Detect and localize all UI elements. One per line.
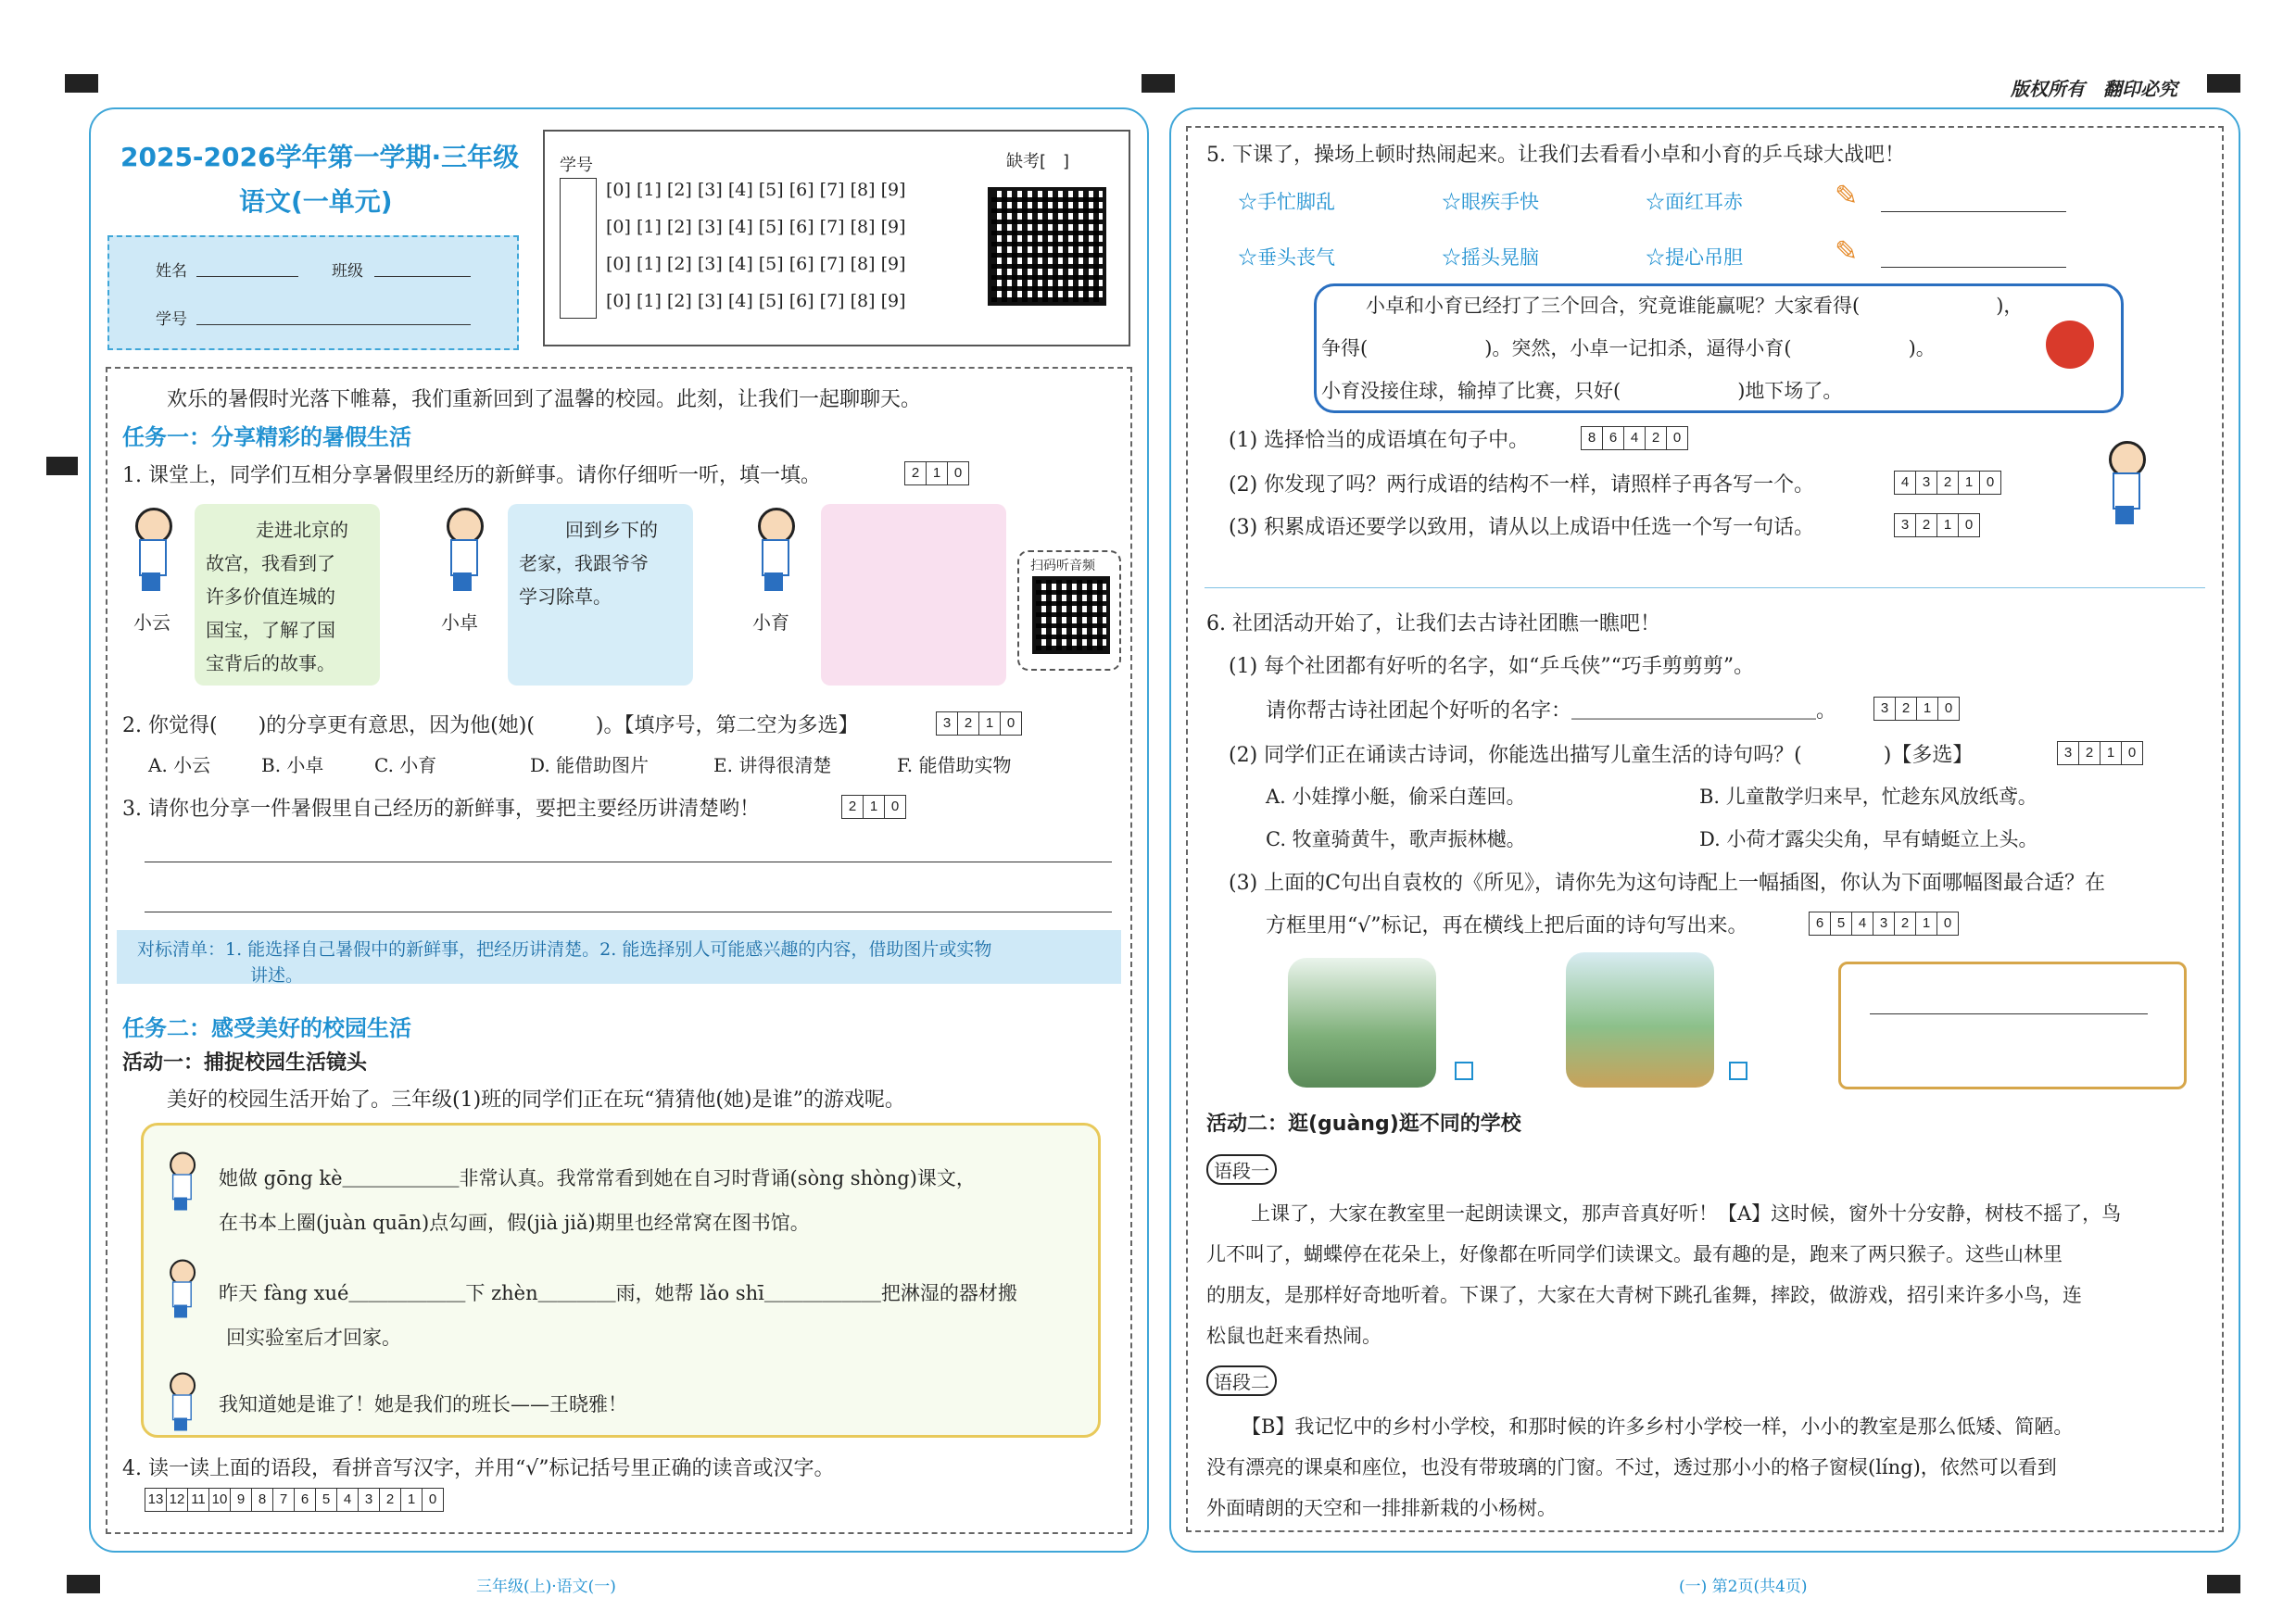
segment2-label: 语段二 — [1206, 1365, 1277, 1396]
option[interactable]: A. 小娃撑小艇，偷采白莲回。 — [1266, 786, 1526, 808]
idiom: ☆摇头晃脑 — [1442, 246, 1539, 269]
q5-2-score[interactable]: 4 3 2 1 0 — [1894, 471, 2001, 495]
registration-mark — [2207, 1575, 2240, 1593]
question-6: 6. 社团活动开始了，让我们去古诗社团瞧一瞧吧！ — [1206, 612, 1660, 635]
q3-score[interactable]: 2 1 0 — [841, 795, 906, 819]
option[interactable]: F. 能借助实物 — [897, 754, 1012, 776]
illustration-cowherd — [1566, 952, 1714, 1088]
id-digit-boxes — [560, 178, 597, 319]
segment-line: 上课了，大家在教室里一起朗读课文，那声音真好听！【A】这时候，窗外十分安静，树枝不摇了，鸟 — [1251, 1202, 2122, 1225]
kid-xiaoyu-avatar — [752, 508, 795, 591]
idiom: ☆面红耳赤 — [1646, 191, 1743, 213]
option[interactable]: D. 能借助图片 — [530, 754, 650, 776]
idiom: ☆眼疾手快 — [1442, 191, 1539, 213]
segment-line: 没有漂亮的课桌和座位，也没有带玻璃的门窗。不过，透过那小小的格子窗棂(líng)，依然可以看到 — [1206, 1456, 2057, 1478]
option[interactable]: B. 小卓 — [261, 754, 324, 776]
checklist-text: 对标清单：1. 能选择自己暑假中的新鲜事，把经历讲清楚。2. 能选择别人可能感兴趣的内容，借助图片或实物 — [137, 939, 992, 960]
q6-2-score[interactable]: 3 2 1 0 — [2057, 741, 2143, 765]
name-field[interactable] — [196, 276, 298, 277]
kid-xiaozhuo-avatar — [441, 508, 484, 591]
kid-xiaoyun-avatar — [130, 508, 172, 591]
class-field[interactable] — [374, 276, 471, 277]
speaker-avatar — [166, 1260, 196, 1318]
question-6-3b: 方框里用“√”标记，再在横线上把后面的诗句写出来。 — [1266, 914, 1748, 937]
idiom: ☆手忙脚乱 — [1238, 191, 1335, 213]
answer-line[interactable] — [1881, 211, 2066, 212]
segment-line: 外面晴朗的天空和一排排新栽的小杨树。 — [1206, 1497, 1557, 1519]
dialog-line: 她做 gōng kè＿＿＿＿＿＿非常认真。我常常看到她在自习时背诵(sòng shòng)课文， — [219, 1167, 976, 1189]
digit-row[interactable]: [0] [1] [2] [3] [4] [5] [6] [7] [8] [9] — [606, 180, 906, 200]
option[interactable]: C. 小育 — [374, 754, 437, 776]
checklist-text: 讲述。 — [250, 965, 304, 986]
option[interactable]: D. 小荷才露尖尖角，早有蜻蜓立上头。 — [1699, 828, 2038, 850]
question-4: 4. 读一读上面的语段，看拼音写汉字，并用“√”标记括号里正确的读音或汉字。 — [122, 1457, 835, 1480]
speech-text: 学习除草。 — [519, 585, 612, 608]
question-5: 5. 下课了，操场上顿时热闹起来。让我们去看看小卓和小育的乒乓球大战吧！ — [1206, 144, 1905, 167]
poem-frame — [1838, 962, 2187, 1089]
speech-text: 宝背后的故事。 — [206, 652, 335, 674]
kid-name: 小育 — [752, 611, 789, 634]
student-id-label: 学号 — [156, 310, 187, 329]
answer-line[interactable] — [1870, 1013, 2148, 1014]
illustration-willow — [1288, 958, 1436, 1088]
dialog-line: 昨天 fàng xué＿＿＿＿＿＿下 zhèn＿＿＿＿雨，她帮 lǎo shī＿＿＿＿＿＿把淋湿的器材搬 — [219, 1282, 1017, 1304]
registration-mark — [2207, 74, 2240, 93]
option[interactable]: E. 讲得很清楚 — [713, 754, 832, 776]
segment-line: 的朋友，是那样好奇地听着。下课了，大家在大青树下跳孔雀舞，摔跤，做游戏，招引来许多小鸟，连 — [1206, 1284, 2082, 1306]
digit-row[interactable]: [0] [1] [2] [3] [4] [5] [6] [7] [8] [9] — [606, 291, 906, 311]
story-line: 小育没接住球，输掉了比赛，只好( )地下场了。 — [1321, 380, 1843, 402]
q5-3-score[interactable]: 3 2 1 0 — [1894, 513, 1980, 537]
dialog-line: 在书本上圈(juàn quān)点勾画，假(jià jiǎ)期里也经常窝在图书馆。 — [219, 1212, 810, 1234]
q4-score[interactable]: 13 12 11 10 9 8 7 6 5 4 3 2 1 0 — [145, 1488, 444, 1512]
option[interactable]: C. 牧童骑黄牛，歌声振林樾。 — [1266, 828, 1526, 850]
question-1: 1. 课堂上，同学们互相分享暑假里经历的新鲜事。请你仔细听一听，填一填。 — [122, 464, 821, 487]
task2-heading: 任务二：感受美好的校园生活 — [122, 1015, 411, 1041]
question-5-1: (1) 选择恰当的成语填在句子中。 — [1229, 429, 1530, 452]
option[interactable]: A. 小云 — [148, 754, 211, 776]
pencil-icon: ✎ — [1835, 180, 1859, 212]
class-label: 班级 — [332, 262, 363, 281]
checkbox[interactable] — [1455, 1062, 1473, 1080]
q1-score[interactable]: 2 1 0 — [904, 461, 969, 485]
speech-text: 老家，我跟爷爷 — [519, 552, 649, 574]
activity2-heading: 活动二：逛(guàng)逛不同的学校 — [1206, 1113, 1521, 1136]
dialog-line: 回实验室后才回家。 — [226, 1327, 401, 1349]
segment-line: 【B】我记忆中的乡村小学校，和那时候的许多乡村小学校一样，小小的教室是那么低矮、简陋。 — [1242, 1415, 2074, 1438]
segment-line: 儿不叫了，蝴蝶停在花朵上，好像都在听同学们读课文。最有趣的是，跑来了两只猴子。这些山林里 — [1206, 1243, 2063, 1265]
registration-mark — [67, 1575, 100, 1593]
q6-1-score[interactable]: 3 2 1 0 — [1873, 697, 1960, 721]
segment-line: 松鼠也赶来看热闹。 — [1206, 1325, 1381, 1347]
speech-text: 故宫，我看到了 — [206, 552, 335, 574]
qr-code-icon — [988, 187, 1106, 306]
kid-name: 小云 — [133, 611, 170, 634]
registration-mark — [1142, 74, 1175, 93]
intro-text: 欢乐的暑假时光落下帷幕，我们重新回到了温馨的校园。此刻，让我们一起聊聊天。 — [167, 388, 922, 411]
digit-row[interactable]: [0] [1] [2] [3] [4] [5] [6] [7] [8] [9] — [606, 254, 906, 274]
idiom: ☆提心吊胆 — [1646, 246, 1743, 269]
speech-text: 走进北京的 — [256, 519, 348, 541]
separator — [1205, 587, 2205, 588]
student-id-field[interactable] — [196, 324, 471, 325]
question-6-1: (1) 每个社团都有好听的名字，如“乒乓侠”“巧手剪剪剪”。 — [1229, 655, 1755, 678]
question-5-3: (3) 积累成语还要学以致用，请从以上成语中任选一个写一句话。 — [1229, 516, 1815, 539]
id-box-label: 学号 — [560, 156, 593, 175]
activity1-intro: 美好的校园生活开始了。三年级(1)班的同学们正在玩“猜猜他(她)是谁”的游戏呢。 — [167, 1088, 905, 1112]
name-label: 姓名 — [156, 262, 187, 281]
question-6-3: (3) 上面的C句出自袁枚的《所见》，请你先为这句诗配上一幅插图，你认为下面哪幅图最合适？在 — [1229, 872, 2105, 895]
boy-avatar — [2103, 441, 2146, 524]
digit-row[interactable]: [0] [1] [2] [3] [4] [5] [6] [7] [8] [9] — [606, 217, 906, 237]
speaker-avatar — [166, 1152, 196, 1211]
exam-title: 2025-2026学年第一学期·三年级 — [120, 142, 520, 172]
task1-heading: 任务一：分享精彩的暑假生活 — [122, 424, 411, 450]
question-6-1b: 请你帮古诗社团起个好听的名字：＿＿＿＿＿＿＿＿＿＿＿＿。 — [1266, 699, 1837, 723]
q6-3-score[interactable]: 6 5 4 3 2 1 0 — [1809, 912, 1959, 936]
registration-mark — [46, 457, 78, 475]
speech-text: 国宝，了解了国 — [206, 619, 335, 641]
segment1-label: 语段一 — [1206, 1154, 1277, 1185]
story-line: 争得( )。突然，小卓一记扣杀，逼得小育( )。 — [1321, 337, 1936, 359]
speaker-avatar — [166, 1373, 196, 1431]
absent-marker[interactable]: 缺考[ ] — [1006, 152, 1070, 171]
scan-label: 扫码听音频 — [1030, 559, 1095, 573]
footer-left: 三年级(上)·语文(一) — [476, 1578, 616, 1596]
copyright-notice: 版权所有 翻印必究 — [2011, 78, 2177, 100]
option[interactable]: B. 儿童散学归来早，忙趁东风放纸鸢。 — [1699, 786, 2037, 808]
question-5-2: (2) 你发现了吗？两行成语的结构不一样，请照样子再各写一个。 — [1229, 473, 1815, 497]
dialog-line: 我知道她是谁了！她是我们的班长——王晓雅！ — [219, 1393, 627, 1415]
answer-line[interactable] — [1881, 267, 2066, 268]
question-2: 2. 你觉得( )的分享更有意思，因为他(她)( )。【填序号，第二空为多选】 — [122, 714, 859, 737]
footer-right: (一) 第2页(共4页) — [1679, 1578, 1808, 1596]
speech-bubble-empty[interactable] — [821, 504, 1006, 686]
pencil-icon: ✎ — [1835, 235, 1859, 268]
activity1-heading: 活动一：捕捉校园生活镜头 — [122, 1051, 368, 1075]
idiom: ☆垂头丧气 — [1238, 246, 1335, 269]
checkbox[interactable] — [1729, 1062, 1747, 1080]
student-info-box — [107, 235, 519, 350]
ping-pong-paddle-icon — [2046, 321, 2094, 369]
audio-qr-code-icon — [1032, 576, 1110, 654]
registration-mark — [65, 74, 98, 93]
q5-1-score[interactable]: 8 6 4 2 0 — [1581, 426, 1688, 450]
speech-text: 回到乡下的 — [565, 519, 658, 541]
exam-subtitle: 语文(一单元) — [239, 186, 393, 217]
story-line: 小卓和小育已经打了三个回合，究竟谁能赢呢？大家看得( )， — [1366, 295, 2024, 317]
question-6-2: (2) 同学们正在诵读古诗词，你能选出描写儿童生活的诗句吗？( )【多选】 — [1229, 744, 1974, 767]
speech-text: 许多价值连城的 — [206, 585, 335, 608]
q2-score[interactable]: 3 2 1 0 — [936, 711, 1022, 736]
question-3: 3. 请你也分享一件暑假里自己经历的新鲜事，要把主要经历讲清楚哟！ — [122, 798, 760, 821]
kid-name: 小卓 — [441, 611, 478, 634]
